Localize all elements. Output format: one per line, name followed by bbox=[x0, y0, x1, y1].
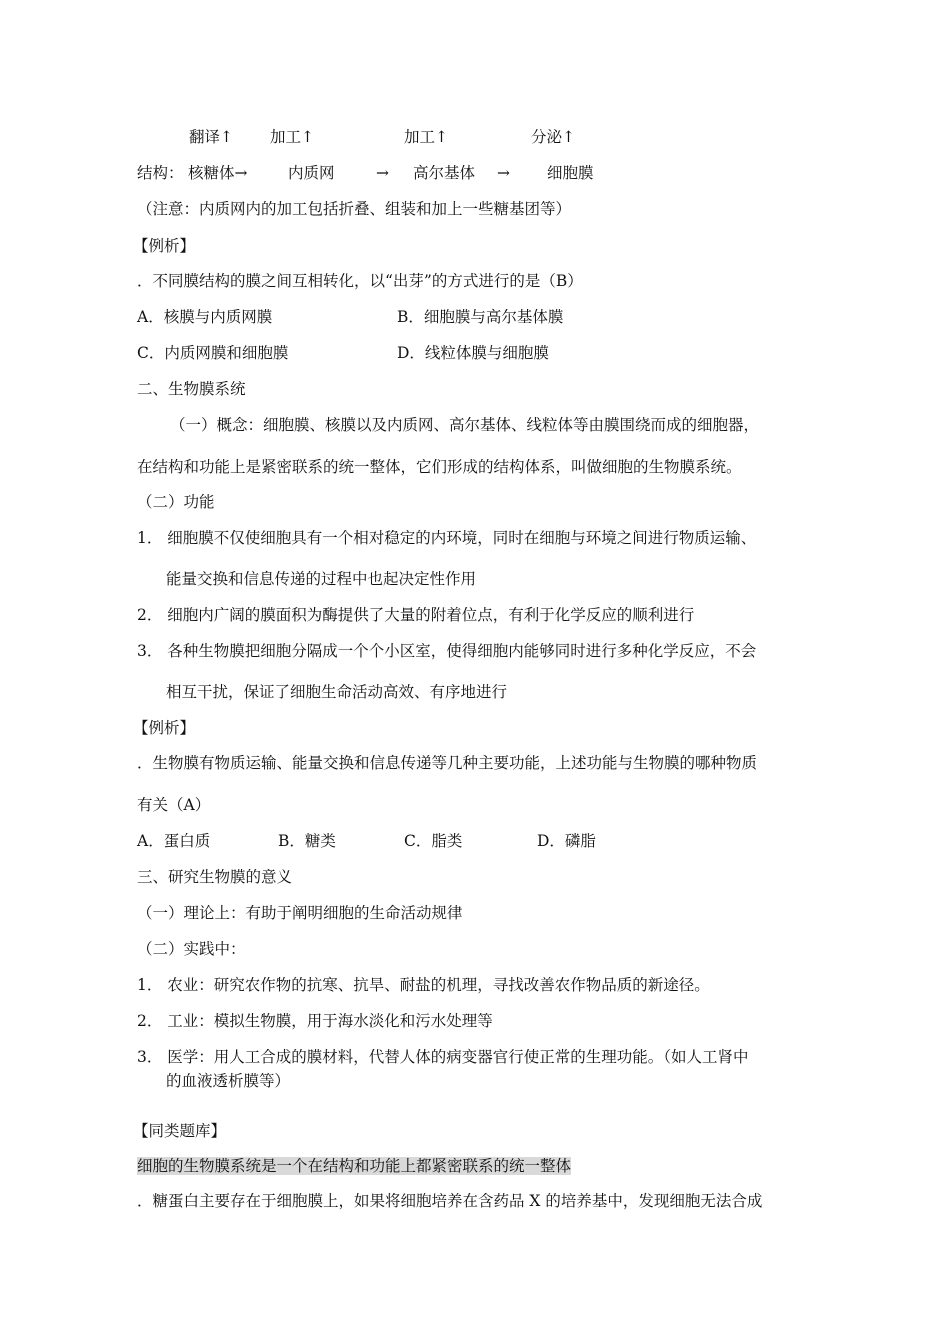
section2-concept-line1: （一）概念：细胞膜、核膜以及内质网、高尔基体、线粒体等由膜围绕而成的细胞器， bbox=[170, 416, 760, 434]
section3-item3-line1: 3． 医学：用人工合成的膜材料，代替人体的病变器官行使正常的生理功能。（如人工肾中 bbox=[137, 1048, 749, 1066]
example2-option-d: D．磷脂 bbox=[537, 832, 596, 850]
example2-option-a: A．蛋白质 bbox=[137, 832, 211, 850]
flow-arrow-1: → bbox=[376, 164, 389, 182]
section3-item2: 2． 工业：模拟生物膜，用于海水淡化和污水处理等 bbox=[137, 1012, 493, 1030]
section3-item1: 1． 农业：研究农作物的抗寒、抗旱、耐盐的机理，寻找改善农作物品质的新途径。 bbox=[137, 976, 710, 994]
bank-question: ．糖蛋白主要存在于细胞膜上，如果将细胞培养在含药品 X 的培养基中，发现细胞无法合成 bbox=[137, 1192, 763, 1210]
flow-step-translate: 翻译↑ bbox=[189, 128, 233, 146]
section2-item3-line2: 相互干扰，保证了细胞生命活动高效、有序地进行 bbox=[166, 683, 508, 701]
section2-title: 二、生物膜系统 bbox=[137, 380, 246, 398]
section3-item3-line2: 的血液透析膜等） bbox=[166, 1072, 291, 1090]
flow-node-golgi: 高尔基体 bbox=[413, 164, 476, 182]
bank-highlight: 细胞的生物膜系统是一个在结构和功能上都紧密联系的统一整体 bbox=[137, 1157, 572, 1175]
example1-question: ．不同膜结构的膜之间互相转化，以“出芽”的方式进行的是（B） bbox=[137, 272, 583, 290]
section3-practice: （二）实践中： bbox=[137, 940, 246, 958]
flow-node-membrane: 细胞膜 bbox=[547, 164, 594, 182]
section3-title: 三、研究生物膜的意义 bbox=[137, 868, 293, 886]
example2-heading: 【例析】 bbox=[133, 719, 196, 737]
example2-option-b: B．糖类 bbox=[278, 832, 336, 850]
example1-heading: 【例析】 bbox=[133, 237, 196, 255]
example1-option-d: D．线粒体膜与细胞膜 bbox=[397, 344, 549, 362]
example1-option-a: A．核膜与内质网膜 bbox=[137, 308, 273, 326]
flow-step-secrete: 分泌↑ bbox=[531, 128, 575, 146]
section2-item1-line1: 1． 细胞膜不仅使细胞具有一个相对稳定的内环境，同时在细胞与环境之间进行物质运输、 bbox=[137, 529, 757, 547]
flow-node-ribosome: 核糖体→ bbox=[188, 164, 248, 182]
flow-structure-label: 结构： bbox=[137, 164, 184, 182]
flow-arrow-2: → bbox=[497, 164, 510, 182]
example2-question-line2: 有关（A） bbox=[137, 796, 211, 814]
section2-function-title: （二）功能 bbox=[137, 493, 215, 511]
flow-step-process-1: 加工↑ bbox=[270, 128, 314, 146]
section2-item1-line2: 能量交换和信息传递的过程中也起决定性作用 bbox=[166, 570, 477, 588]
section2-item3-line1: 3． 各种生物膜把细胞分隔成一个个小区室，使得细胞内能够同时进行多种化学反应，不会 bbox=[137, 642, 757, 660]
note-text: （注意：内质网内的加工包括折叠、组装和加上一些糖基团等） bbox=[137, 200, 572, 218]
flow-node-er: 内质网 bbox=[288, 164, 335, 182]
section2-item2: 2． 细胞内广阔的膜面积为酶提供了大量的附着位点，有利于化学反应的顺利进行 bbox=[137, 606, 695, 624]
example1-option-c: C．内质网膜和细胞膜 bbox=[137, 344, 289, 362]
bank-topic bbox=[137, 1157, 571, 1176]
bank-heading: 【同类题库】 bbox=[133, 1122, 227, 1140]
section2-concept-line2: 在结构和功能上是紧密联系的统一整体，它们形成的结构体系，叫做细胞的生物膜系统。 bbox=[137, 458, 742, 476]
example2-question-line1: ．生物膜有物质运输、能量交换和信息传递等几种主要功能，上述功能与生物膜的哪种物质 bbox=[137, 754, 758, 772]
example2-option-c: C．脂类 bbox=[404, 832, 463, 850]
section3-theory: （一）理论上：有助于阐明细胞的生命活动规律 bbox=[137, 904, 463, 922]
flow-step-process-2: 加工↑ bbox=[404, 128, 448, 146]
example1-option-b: B．细胞膜与高尔基体膜 bbox=[397, 308, 564, 326]
